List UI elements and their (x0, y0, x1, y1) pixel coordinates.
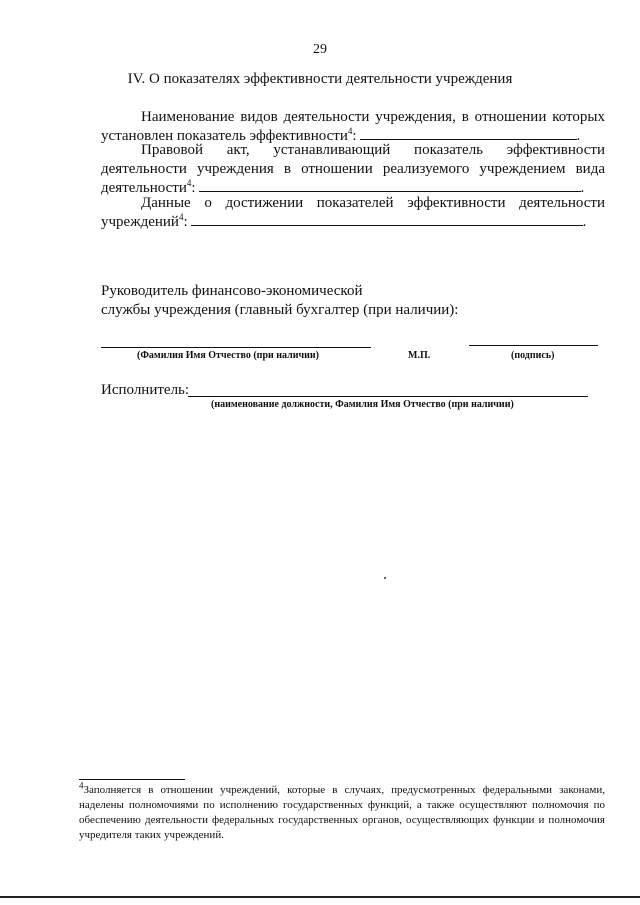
achievement-data-line2: учреждений$^4$: . (101, 212, 587, 230)
stray-dot (384, 577, 386, 579)
executor-caption: (наименование должности, Фамилия Имя Отчество (при наличии) (211, 399, 514, 410)
activity-types-line1: Наименование видов деятельности учреждения, в отношении которых (141, 109, 605, 125)
legal-act-line2: деятельности учреждения в отношении реализуемого учреждением вида (101, 161, 605, 177)
achievement-data-line1: Данные о достижении показателей эффективности деятельности (141, 195, 605, 211)
page-number: 29 (313, 42, 327, 57)
activity-types-blank-line (360, 127, 577, 140)
executor-line (188, 396, 588, 397)
achievement-data-blank-line (191, 213, 583, 226)
name-signature-line (101, 347, 371, 348)
footnote-ref: 4 (347, 126, 353, 136)
legal-act-line1: Правовой акт, устанавливающий показатель эффективности (141, 142, 605, 158)
achievement-data-field (101, 194, 605, 232)
legal-act-field (101, 141, 605, 198)
activity-types-line2: установлен показатель эффективности$^4$: . (101, 126, 581, 144)
name-caption: (Фамилия Имя Отчество (при наличии) (137, 350, 319, 361)
footnote-separator (79, 779, 185, 780)
signature-line (469, 345, 598, 346)
page-bottom-edge (0, 896, 640, 898)
legal-act-line3: деятельности$^4$: . (101, 178, 585, 196)
footnote (79, 780, 605, 843)
signature-caption: (подпись) (511, 350, 555, 361)
footnote-ref: 4 (186, 178, 192, 188)
executor-label: Исполнитель: (101, 382, 190, 398)
head-accountant-label: Руководитель финансово-экономической службы учреждения (главный бухгалтер (при наличии): (101, 283, 459, 318)
footnote-mark: 4 (79, 780, 84, 791)
legal-act-blank-line (199, 179, 581, 192)
section-title: IV. О показателях эффективности деятельности учреждения (127, 71, 513, 87)
footnote-ref: 4 (178, 212, 184, 222)
stamp-caption: М.П. (408, 350, 431, 361)
footnote-text: Заполняется в отношении учреждений, которые в случаях, предусмотренных федеральными законами, наделены полномочиями по исполнению государственных функций, а также осуществляют полномочия по обеспечению деятельности федеральных государственных органов, осуществляющих функции и полномочия учредителя таких учреждений. (79, 784, 605, 841)
